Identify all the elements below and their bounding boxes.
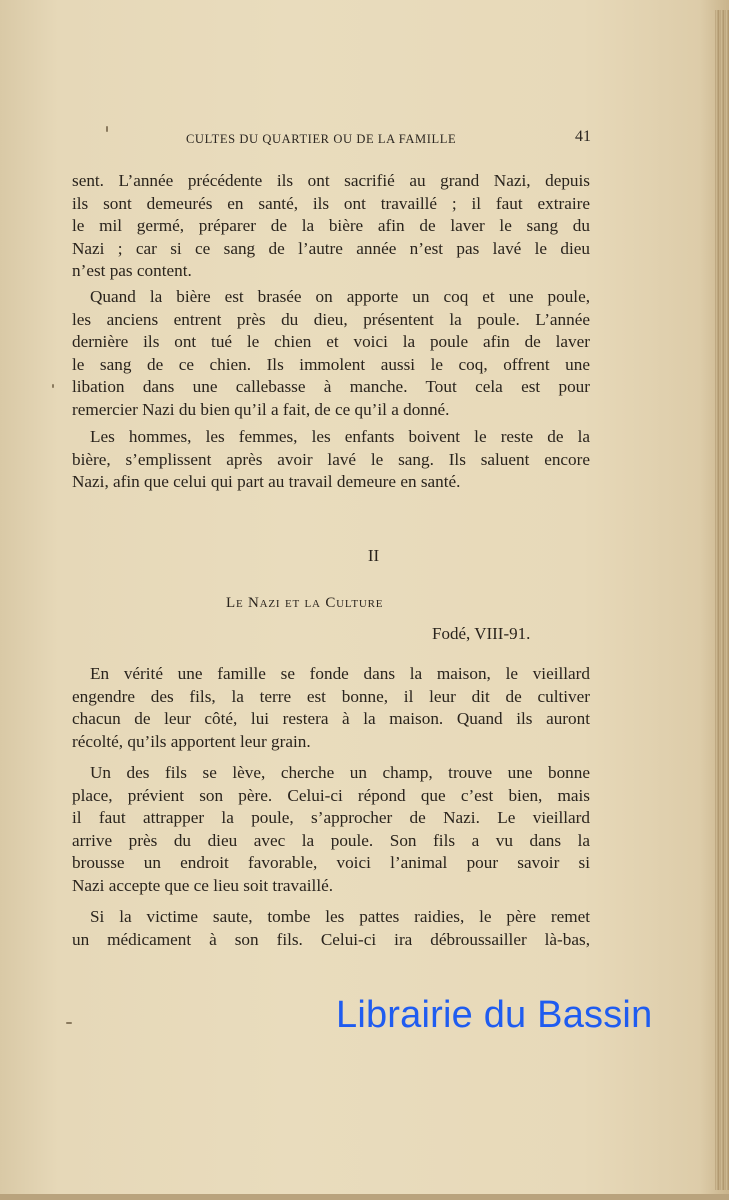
- text-line: Nazi ; car si ce sang de l’autre année n’est pas lavé le dieu: [72, 238, 590, 258]
- text-line: un médicament à son fils. Celui-ci ira débroussailler là-bas,: [72, 929, 590, 949]
- text-line: place, prévient son père. Celui-ci répond que c’est bien, mais: [72, 785, 590, 805]
- text-line: brousse un endroit favorable, voici l’animal pour savoir si: [72, 853, 590, 873]
- paragraph-2: [72, 286, 590, 422]
- section-number: II: [367, 546, 380, 565]
- text-line: les anciens entrent près du dieu, présentent la poule. L’année: [72, 309, 590, 329]
- text-line: En vérité une famille se fonde dans la maison, le vieillard: [90, 664, 590, 683]
- text-line: n’est pas content.: [72, 261, 192, 281]
- text-line: Si la victime saute, tombe les pattes raidies, le père remet: [90, 907, 590, 926]
- text-line: arrive près du dieu avec la poule. Son fils a vu dans la: [72, 830, 590, 850]
- text-line: bière, s’emplissent après avoir lavé le sang. Ils saluent encore: [72, 449, 590, 469]
- text-line: engendre des fils, la terre est bonne, il leur dit de cultiver: [72, 686, 590, 706]
- paper-speck: [106, 126, 108, 132]
- text-line: le mil germé, préparer de la bière afin de laver le sang du: [72, 216, 590, 236]
- text-line: remercier Nazi du bien qu’il a fait, de ce qu’il a donné.: [72, 399, 450, 419]
- text-line: ils sont demeurés en santé, ils ont travaillé ; il faut extraire: [72, 193, 590, 213]
- paragraph-6: [72, 906, 590, 951]
- watermark: Librairie du Bassin: [336, 994, 653, 1036]
- text-line: le sang de ce chien. Ils immolent aussi le coq, offrent une: [72, 354, 590, 374]
- page-number: 41: [575, 128, 591, 145]
- paragraph-4: [72, 663, 590, 753]
- text-line: Les hommes, les femmes, les enfants boivent le reste de la: [90, 427, 590, 446]
- page-bottom-shadow: [0, 1194, 729, 1200]
- text-line: Quand la bière est brasée on apporte un coq et une poule,: [90, 287, 590, 306]
- running-head-title: CULTES DU QUARTIER OU DE LA FAMILLE: [186, 132, 457, 146]
- page-edges: [715, 10, 729, 1190]
- section-title: Le Nazi et la Culture: [226, 595, 384, 611]
- paper-speck: [52, 384, 54, 388]
- running-head: [0, 126, 729, 150]
- paragraph-1: [72, 170, 590, 283]
- text-line: libation dans une callebasse à manche. Tout cela est pour: [72, 377, 590, 397]
- text-line: Un des fils se lève, cherche un champ, trouve une bonne: [90, 763, 590, 782]
- source-reference: Fodé, VIII-91.: [432, 624, 531, 643]
- text-line: récolté, qu’ils apportent leur grain.: [72, 731, 311, 751]
- paper-speck: [66, 1022, 72, 1024]
- text-line: Nazi, afin que celui qui part au travail demeure en santé.: [72, 472, 461, 492]
- text-line: Nazi accepte que ce lieu soit travaillé.: [72, 875, 334, 895]
- paragraph-5: [72, 762, 590, 898]
- text-line: il faut attrapper la poule, s’approcher de Nazi. Le vieillard: [72, 808, 590, 828]
- paragraph-3: [72, 426, 590, 494]
- text-line: dernière ils ont tué le chien et voici la poule afin de laver: [72, 332, 590, 352]
- text-line: sent. L’année précédente ils ont sacrifié au grand Nazi, depuis: [72, 171, 590, 190]
- text-line: chacun de leur côté, lui restera à la maison. Quand ils auront: [72, 709, 590, 729]
